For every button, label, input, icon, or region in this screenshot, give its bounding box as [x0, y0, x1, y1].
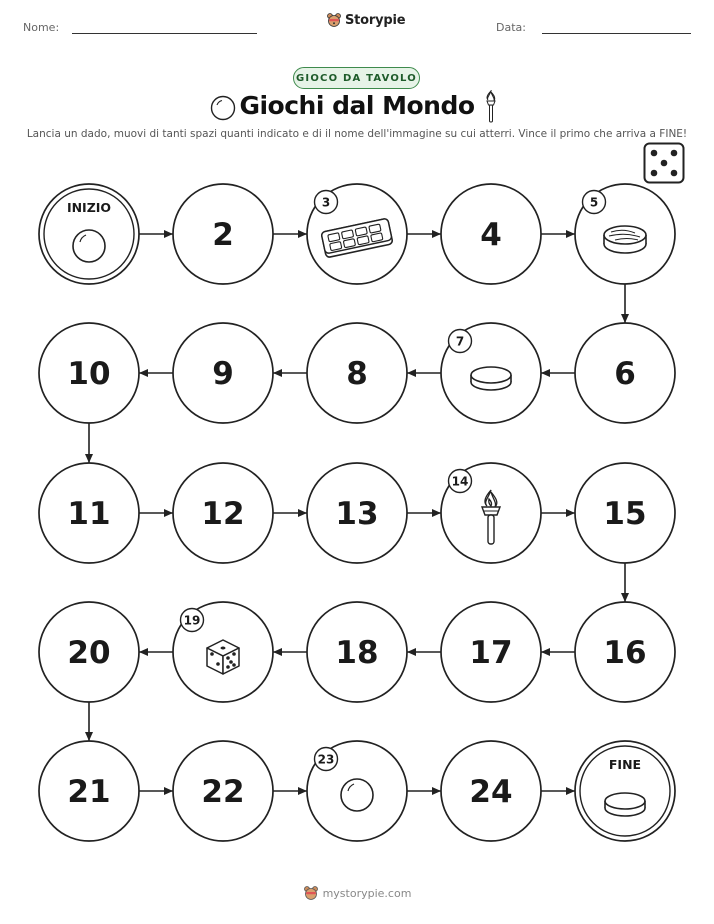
space-number: 10 — [67, 356, 111, 392]
board-space[interactable] — [39, 323, 139, 423]
game-token-icon — [605, 793, 645, 816]
board-space[interactable] — [307, 741, 407, 841]
space-number: 23 — [317, 752, 335, 767]
space-number: 18 — [335, 635, 379, 671]
board-space[interactable] — [173, 741, 273, 841]
start-space[interactable] — [39, 184, 139, 284]
category-badge: GIOCO DA TAVOLO — [293, 67, 420, 89]
space-number: 4 — [480, 217, 502, 253]
board-space[interactable] — [307, 602, 407, 702]
die-five-icon — [643, 142, 685, 184]
instructions-text: Lancia un dado, muovi di tanti spazi quanti indicato e di il nome dell'immagine su cui atterri. Vince il primo che arriva a FINE! — [26, 128, 688, 140]
board-space[interactable] — [575, 463, 675, 563]
board-space[interactable] — [307, 323, 407, 423]
board-space[interactable] — [173, 184, 273, 284]
date-label: Data: — [496, 21, 526, 34]
board-space[interactable] — [441, 184, 541, 284]
board-space[interactable] — [39, 602, 139, 702]
space-number: 14 — [451, 474, 469, 489]
space-number: 19 — [183, 613, 201, 628]
name-line[interactable] — [72, 33, 257, 34]
board-space[interactable] — [173, 602, 273, 702]
space-number: 16 — [603, 635, 647, 671]
board-space[interactable] — [441, 463, 541, 563]
marble-icon — [73, 230, 105, 262]
dice-icon — [207, 640, 239, 674]
board-space[interactable] — [441, 602, 541, 702]
bear-logo-icon — [326, 12, 342, 28]
board-space[interactable] — [39, 463, 139, 563]
space-number: 6 — [614, 356, 636, 392]
board-space[interactable] — [307, 463, 407, 563]
wooden-disc-icon — [604, 226, 646, 253]
space-circle — [575, 741, 675, 841]
space-number: 13 — [335, 496, 379, 532]
board-space[interactable] — [575, 184, 675, 284]
finish-space[interactable] — [575, 741, 675, 841]
bear-logo-icon — [303, 885, 319, 901]
board-space[interactable] — [441, 323, 541, 423]
board-space[interactable] — [441, 741, 541, 841]
board-space[interactable] — [39, 741, 139, 841]
board-space[interactable] — [575, 323, 675, 423]
footer — [0, 885, 714, 901]
board-space[interactable] — [173, 323, 273, 423]
torch-icon — [481, 90, 501, 124]
space-number: 11 — [67, 496, 111, 532]
date-line[interactable] — [542, 33, 691, 34]
space-number: 12 — [201, 496, 245, 532]
board-space[interactable] — [575, 602, 675, 702]
space-number: 2 — [212, 217, 234, 253]
marble-icon — [341, 779, 373, 811]
space-number: 24 — [469, 774, 513, 810]
board-space[interactable] — [173, 463, 273, 563]
footer-url: mystorypie.com — [322, 886, 412, 900]
space-number: 15 — [603, 496, 647, 532]
board-space[interactable] — [307, 184, 407, 284]
space-number: 9 — [212, 356, 234, 392]
space-label: FINE — [608, 757, 642, 772]
brand-logo — [326, 12, 405, 28]
space-number: 7 — [455, 334, 465, 349]
space-label: INIZIO — [66, 200, 112, 215]
space-number: 20 — [67, 635, 111, 671]
game-token-icon — [471, 367, 511, 390]
space-number: 21 — [67, 774, 111, 810]
space-number: 5 — [589, 195, 599, 210]
name-label: Nome: — [23, 21, 60, 34]
space-number: 8 — [346, 356, 368, 392]
space-number: 22 — [201, 774, 245, 810]
space-number: 3 — [321, 195, 331, 210]
space-number: 17 — [469, 635, 513, 671]
page-title: Giochi dal Mondo — [239, 91, 475, 120]
brand-name: Storypie — [345, 12, 406, 28]
